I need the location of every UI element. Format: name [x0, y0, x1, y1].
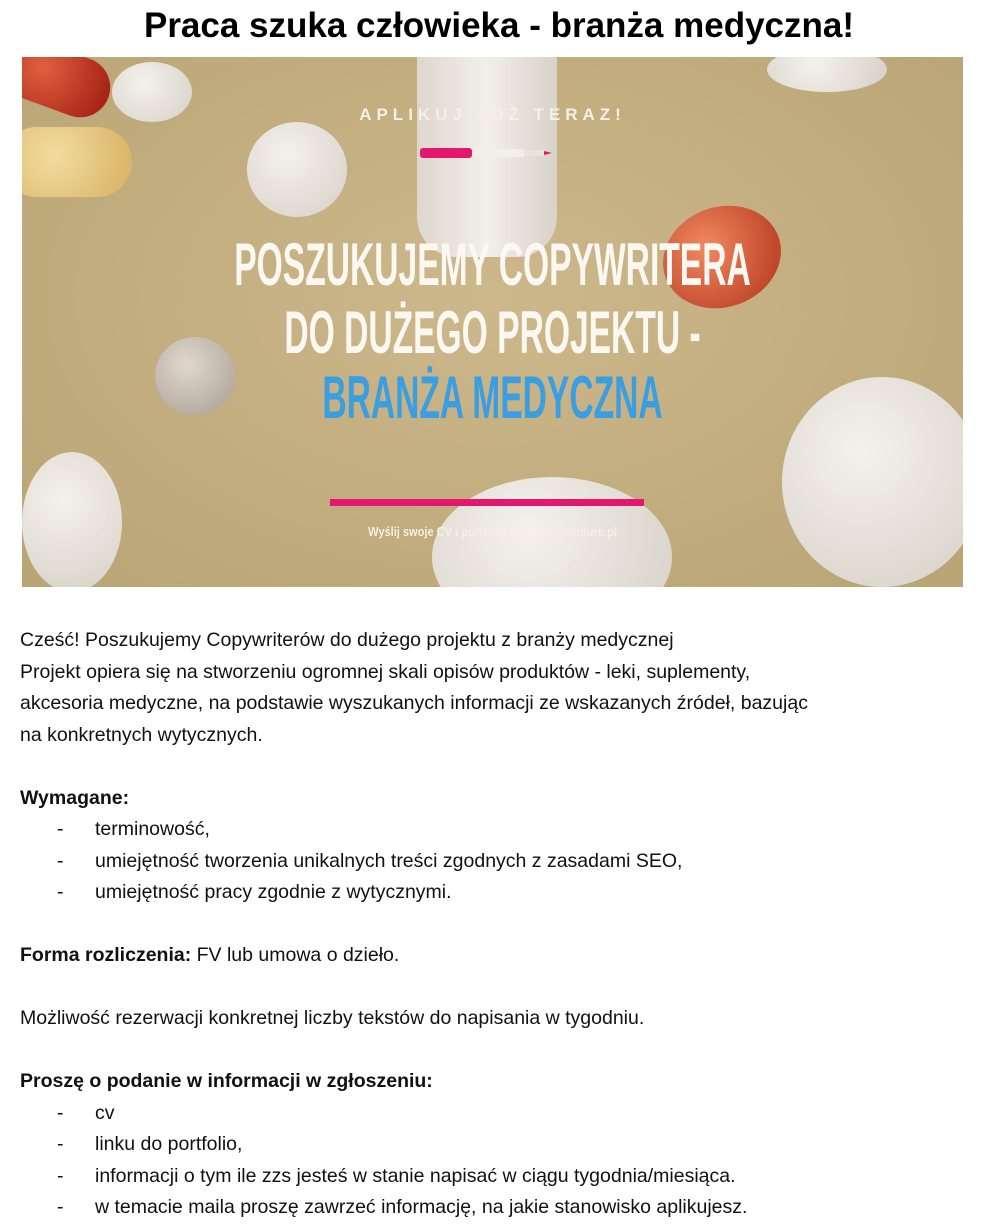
intro-line: akcesoria medyczne, na podstawie wyszukanych informacji ze wskazanych źródeł, bazując: [20, 692, 808, 714]
request-heading: Proszę o podanie w informacji w zgłoszeniu:: [20, 1070, 433, 1092]
dash: -: [57, 818, 64, 840]
dash: -: [57, 881, 64, 903]
item-text: umiejętność tworzenia unikalnych treści zgodnych z zasadami SEO,: [95, 849, 683, 872]
dash: -: [57, 1164, 64, 1187]
headline-line-2: DO DUŻEGO PROJEKTU -: [284, 299, 701, 366]
payment-value: FV lub umowa o dzieło.: [191, 944, 400, 966]
headline-line-1: POSZUKUJEMY COPYWRITERA: [234, 231, 751, 298]
pink-divider: [330, 499, 644, 506]
list-item: [20, 814, 980, 846]
job-banner-image: [22, 57, 963, 587]
required-list: [20, 814, 980, 909]
request-list: [20, 1098, 980, 1224]
payment-line: [20, 940, 980, 972]
pill: [247, 122, 347, 217]
dash: -: [57, 1101, 64, 1124]
reservation-text: Możliwość rezerwacji konkretnej liczby tekstów do napisania w tygodniu.: [20, 1007, 645, 1029]
list-item: [20, 877, 980, 909]
dash: -: [57, 1196, 64, 1218]
speckled-pill: [155, 337, 235, 415]
list-item: [20, 1192, 980, 1224]
dash: -: [57, 849, 64, 872]
pill: [767, 57, 887, 92]
intro-line: Projekt opiera się na stworzeniu ogromnej skali opisów produktów - leki, suplementy,: [20, 660, 751, 683]
required-heading: Wymagane:: [20, 786, 130, 809]
document-body: [20, 625, 980, 1224]
headline-line-3: BRANŻA MEDYCZNA: [322, 364, 663, 431]
item-text: terminowość,: [95, 818, 210, 840]
payment-label: Forma rozliczenia:: [20, 944, 192, 966]
intro-line: na konkretnych wytycznych.: [20, 723, 263, 746]
item-text: cv: [95, 1101, 115, 1124]
dash: -: [57, 1133, 64, 1155]
send-cv-text: Wyślij swoje CV i portfolio na biuro@conture.pl: [368, 524, 617, 539]
yellow-capsule: [22, 127, 132, 197]
list-item: [20, 1129, 980, 1161]
pill: [22, 452, 122, 587]
list-item: [20, 846, 980, 878]
item-text: w temacie maila proszę zawrzeć informację, na jakie stanowisko aplikujesz.: [95, 1196, 748, 1218]
item-text: umiejętność pracy zgodnie z wytycznymi.: [95, 881, 452, 903]
intro-line: Cześć! Poszukujemy Copywriterów do dużego projektu z branży medycznej: [20, 629, 674, 651]
item-text: informacji o tym ile zzs jesteś w stanie napisać w ciągu tygodnia/miesiąca.: [95, 1164, 736, 1187]
pill: [782, 377, 963, 587]
list-item: [20, 1161, 980, 1193]
list-item: [20, 1098, 980, 1130]
page-title: Praca szuka człowieka - branża medyczna!: [143, 6, 855, 45]
apply-now-text: APLIKUJ JUŻ TERAZ!: [359, 105, 626, 124]
item-text: linku do portfolio,: [95, 1133, 243, 1155]
marker-pen-icon: [420, 147, 552, 159]
